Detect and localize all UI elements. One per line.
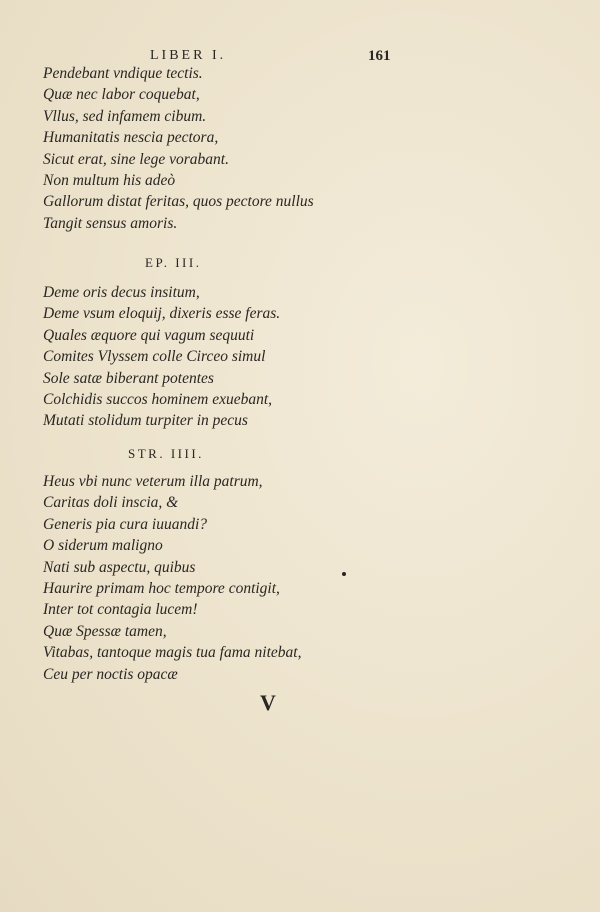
- verse-line: Pendebant vndique tectis.: [43, 65, 203, 82]
- running-title: LIBER I.: [150, 48, 227, 63]
- verse-line: Deme oris decus insitum,: [43, 284, 200, 301]
- verse-line: Humanitatis nescia pectora,: [43, 129, 219, 147]
- verse-line: Ceu per noctis opacæ: [43, 665, 178, 683]
- verse-line: Quæ Spessæ tamen,: [43, 622, 167, 640]
- verse-line: Quæ nec labor coquebat,: [43, 86, 200, 104]
- catchword: V: [260, 690, 276, 715]
- verse-line: Sole satæ biberant potentes: [43, 369, 214, 387]
- verse-line: Nati sub aspectu, quibus: [43, 558, 196, 576]
- verse-line: Gallorum distat feritas, quos pectore nullus: [43, 193, 314, 211]
- verse-line: Quales æquore qui vagum sequuti: [43, 326, 255, 344]
- verse-line: Heus vbi nunc veterum illa patrum,: [43, 473, 263, 490]
- poem-block-3: [43, 471, 301, 685]
- verse-line: Caritas doli inscia, &: [43, 494, 179, 512]
- verse-line: Inter tot contagia lucem!: [43, 601, 198, 619]
- ink-dot: [342, 572, 346, 576]
- verse-line: Comites Vlyssem colle Circeo simul: [43, 348, 266, 366]
- verse-line: Vitabas, tantoque magis tua fama nitebat,: [43, 644, 302, 662]
- verse-line: Haurire primam hoc tempore contigit,: [43, 580, 280, 598]
- verse-line: Mutati stolidum turpiter in pecus: [43, 412, 248, 430]
- verse-line: Deme vsum eloquij, dixeris esse feras.: [43, 305, 281, 323]
- verse-line: Colchidis succos hominem exuebant,: [43, 391, 273, 409]
- verse-line: Vllus, sed infamem cibum.: [43, 107, 207, 125]
- verse-line: Sicut erat, sine lege vorabant.: [43, 150, 229, 168]
- verse-line: Tangit sensus amoris.: [43, 214, 178, 232]
- poem-block-1: [43, 63, 314, 234]
- folio-number: 161: [368, 48, 391, 64]
- verse-line: O siderum maligno: [43, 537, 163, 555]
- verse-line: Generis pia cura iuuandi?: [43, 515, 208, 533]
- section-heading: STR. IIII.: [128, 446, 204, 461]
- section-heading: EP. III.: [145, 255, 202, 270]
- poem-block-2: [43, 282, 280, 432]
- verse-line: Non multum his adeò: [43, 172, 176, 190]
